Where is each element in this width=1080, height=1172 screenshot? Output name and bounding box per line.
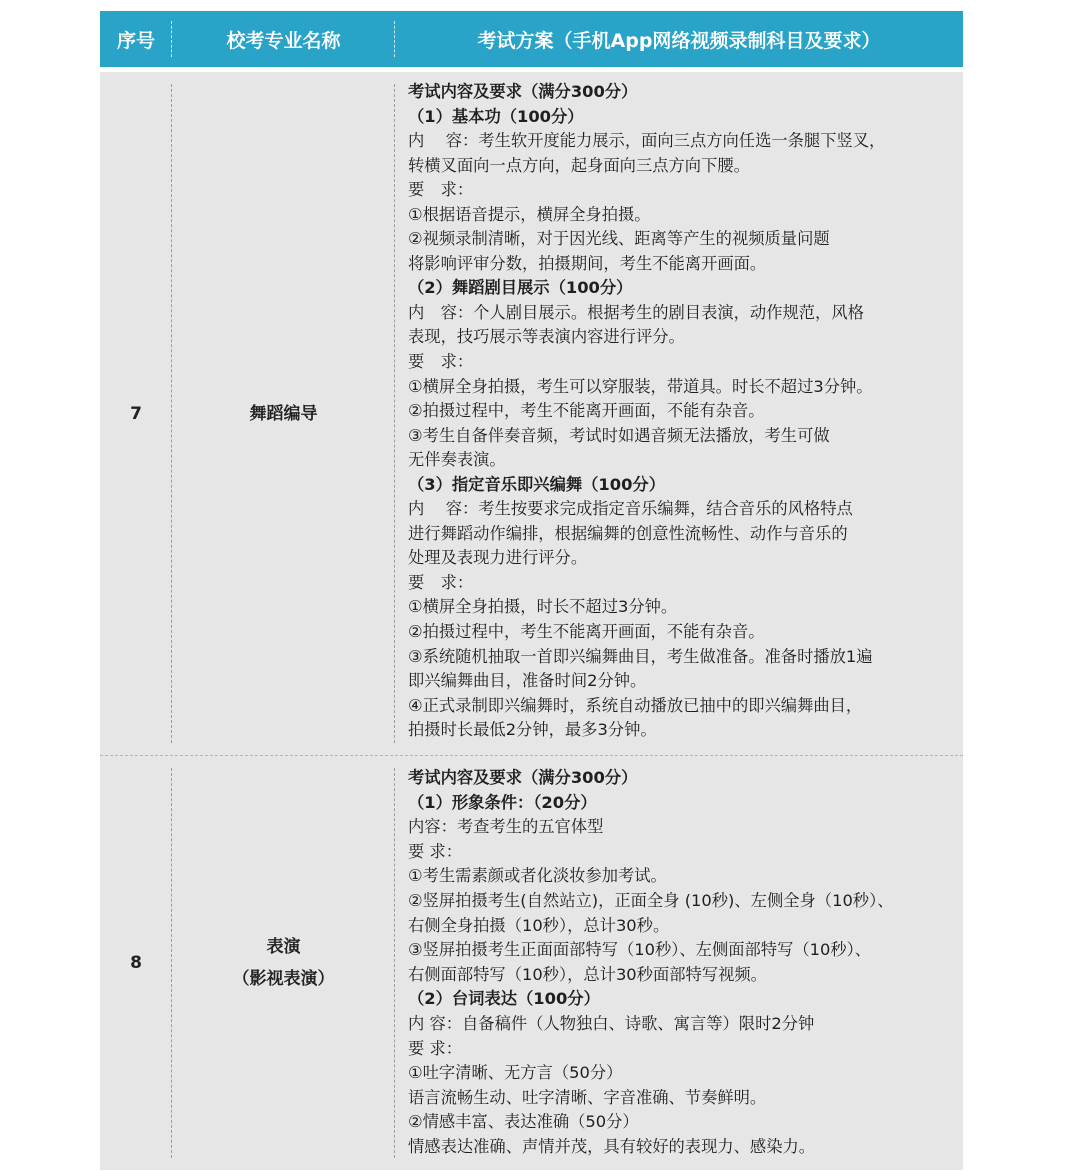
content-line: 要 求：: [408, 1038, 463, 1058]
row-number: 7: [130, 403, 142, 424]
content-line: 拍摄时长最低2分钟，最多3分钟。: [408, 720, 657, 740]
content-line: ②拍摄过程中，考生不能离开画面，不能有杂音。: [408, 622, 765, 642]
exam-table: [100, 11, 963, 1170]
content-line: 要 求：: [408, 841, 463, 861]
row-major-cell: [172, 72, 395, 755]
content-line: ②拍摄过程中，考生不能离开画面，不能有杂音。: [408, 401, 765, 421]
exam-plan-cell: [395, 756, 963, 1170]
content-line: 内 容：自备稿件（人物独白、诗歌、寓言等）限时2分钟: [408, 1013, 815, 1033]
row-major-cell: [172, 756, 395, 1170]
major-name: 舞蹈编导: [249, 403, 318, 424]
header-number-label: 序号: [116, 29, 155, 52]
content-line: 将影响评审分数，拍摄期间，考生不能离开画面。: [408, 253, 767, 273]
content-line: 右侧面部特写（10秒），总计30秒面部特写视频。: [408, 964, 767, 984]
header-cell-number: [100, 11, 172, 67]
table-header: [100, 11, 963, 67]
content-line: 表现，技巧展示等表演内容进行评分。: [408, 327, 685, 347]
section-heading: （1）基本功（100分）: [408, 106, 584, 126]
content-line: ④正式录制即兴编舞时，系统自动播放已抽中的即兴编舞曲目，: [408, 695, 863, 715]
section-heading: 考试内容及要求（满分300分）: [408, 768, 638, 787]
section-heading: （3）指定音乐即兴编舞（100分）: [408, 474, 665, 494]
major-name: 表演: [266, 937, 301, 957]
content-line: ③竖屏拍摄考生正面面部特写（10秒）、左侧面部特写（10秒）、: [408, 940, 872, 960]
content-line: ③考生自备伴奏音频，考试时如遇音频无法播放，考生可做: [408, 425, 830, 445]
content-line: ①吐字清晰、无方言（50分）: [408, 1063, 623, 1083]
content-line: 内 容：考生按要求完成指定音乐编舞，结合音乐的风格特点: [408, 499, 853, 519]
content-line: 要 求：: [408, 180, 474, 200]
row-number-cell: [100, 72, 172, 755]
content-line: 情感表达准确、声情并茂，具有较好的表现力、感染力。: [408, 1136, 816, 1156]
content-line: ②情感丰富、表达准确（50分）: [408, 1112, 639, 1132]
content-line: 转横叉面向一点方向，起身面向三点方向下腰。: [408, 155, 750, 175]
content-line: ①根据语音提示，横屏全身拍摄。: [408, 204, 651, 224]
content-line: 要 求：: [408, 352, 474, 372]
section-heading: （2）台词表达（100分）: [408, 989, 600, 1009]
content-line: 处理及表现力进行评分。: [408, 548, 588, 568]
content-line: 无伴奏表演。: [408, 450, 506, 470]
row-number-cell: [100, 756, 172, 1170]
section-heading: （1）形象条件：（20分）: [408, 792, 597, 812]
table-row: [100, 755, 963, 1170]
content-line: ①横屏全身拍摄，考生可以穿服装，带道具。时长不超过3分钟。: [408, 376, 873, 396]
content-line: 进行舞蹈动作编排，根据编舞的创意性流畅性、动作与音乐的: [408, 523, 848, 543]
content-line: 内容：考查考生的五官体型: [408, 817, 604, 837]
header-cell-major: [172, 11, 395, 67]
content-line: 要 求：: [408, 572, 474, 592]
header-cell-plan: [395, 11, 963, 67]
content-line: 内 容：个人剧目展示。根据考生的剧目表演，动作规范，风格: [408, 302, 864, 322]
content-line: ②视频录制清晰，对于因光线、距离等产生的视频质量问题: [408, 229, 830, 249]
section-heading: 考试内容及要求（满分300分）: [408, 82, 638, 101]
content-line: ①考生需素颜或者化淡妆参加考试。: [408, 866, 667, 886]
content-line: 内 容：考生软开度能力展示，面向三点方向任选一条腿下竖叉，: [408, 131, 886, 151]
content-line: ②竖屏拍摄考生(自然站立)，正面全身 (10秒)、左侧全身（10秒）、: [408, 890, 894, 910]
content-line: 右侧全身拍摄（10秒），总计30秒。: [408, 915, 670, 935]
row-number: 8: [130, 953, 142, 973]
header-plan-label: 考试方案（手机App网络视频录制科目及要求）: [477, 29, 881, 52]
content-line: ①横屏全身拍摄，时长不超过3分钟。: [408, 597, 678, 617]
header-major-label: 校考专业名称: [226, 29, 341, 52]
content-line: 即兴编舞曲目，准备时间2分钟。: [408, 671, 647, 691]
exam-plan-cell: [395, 72, 963, 755]
table-row: [100, 72, 963, 755]
content-line: 语言流畅生动、吐字清晰、字音准确、节奏鲜明。: [408, 1087, 767, 1107]
content-line: ③系统随机抽取一首即兴编舞曲目，考生做准备。准备时播放1遍: [408, 646, 873, 666]
major-subname: （影视表演）: [232, 969, 335, 989]
section-heading: （2）舞蹈剧目展示（100分）: [408, 278, 633, 298]
